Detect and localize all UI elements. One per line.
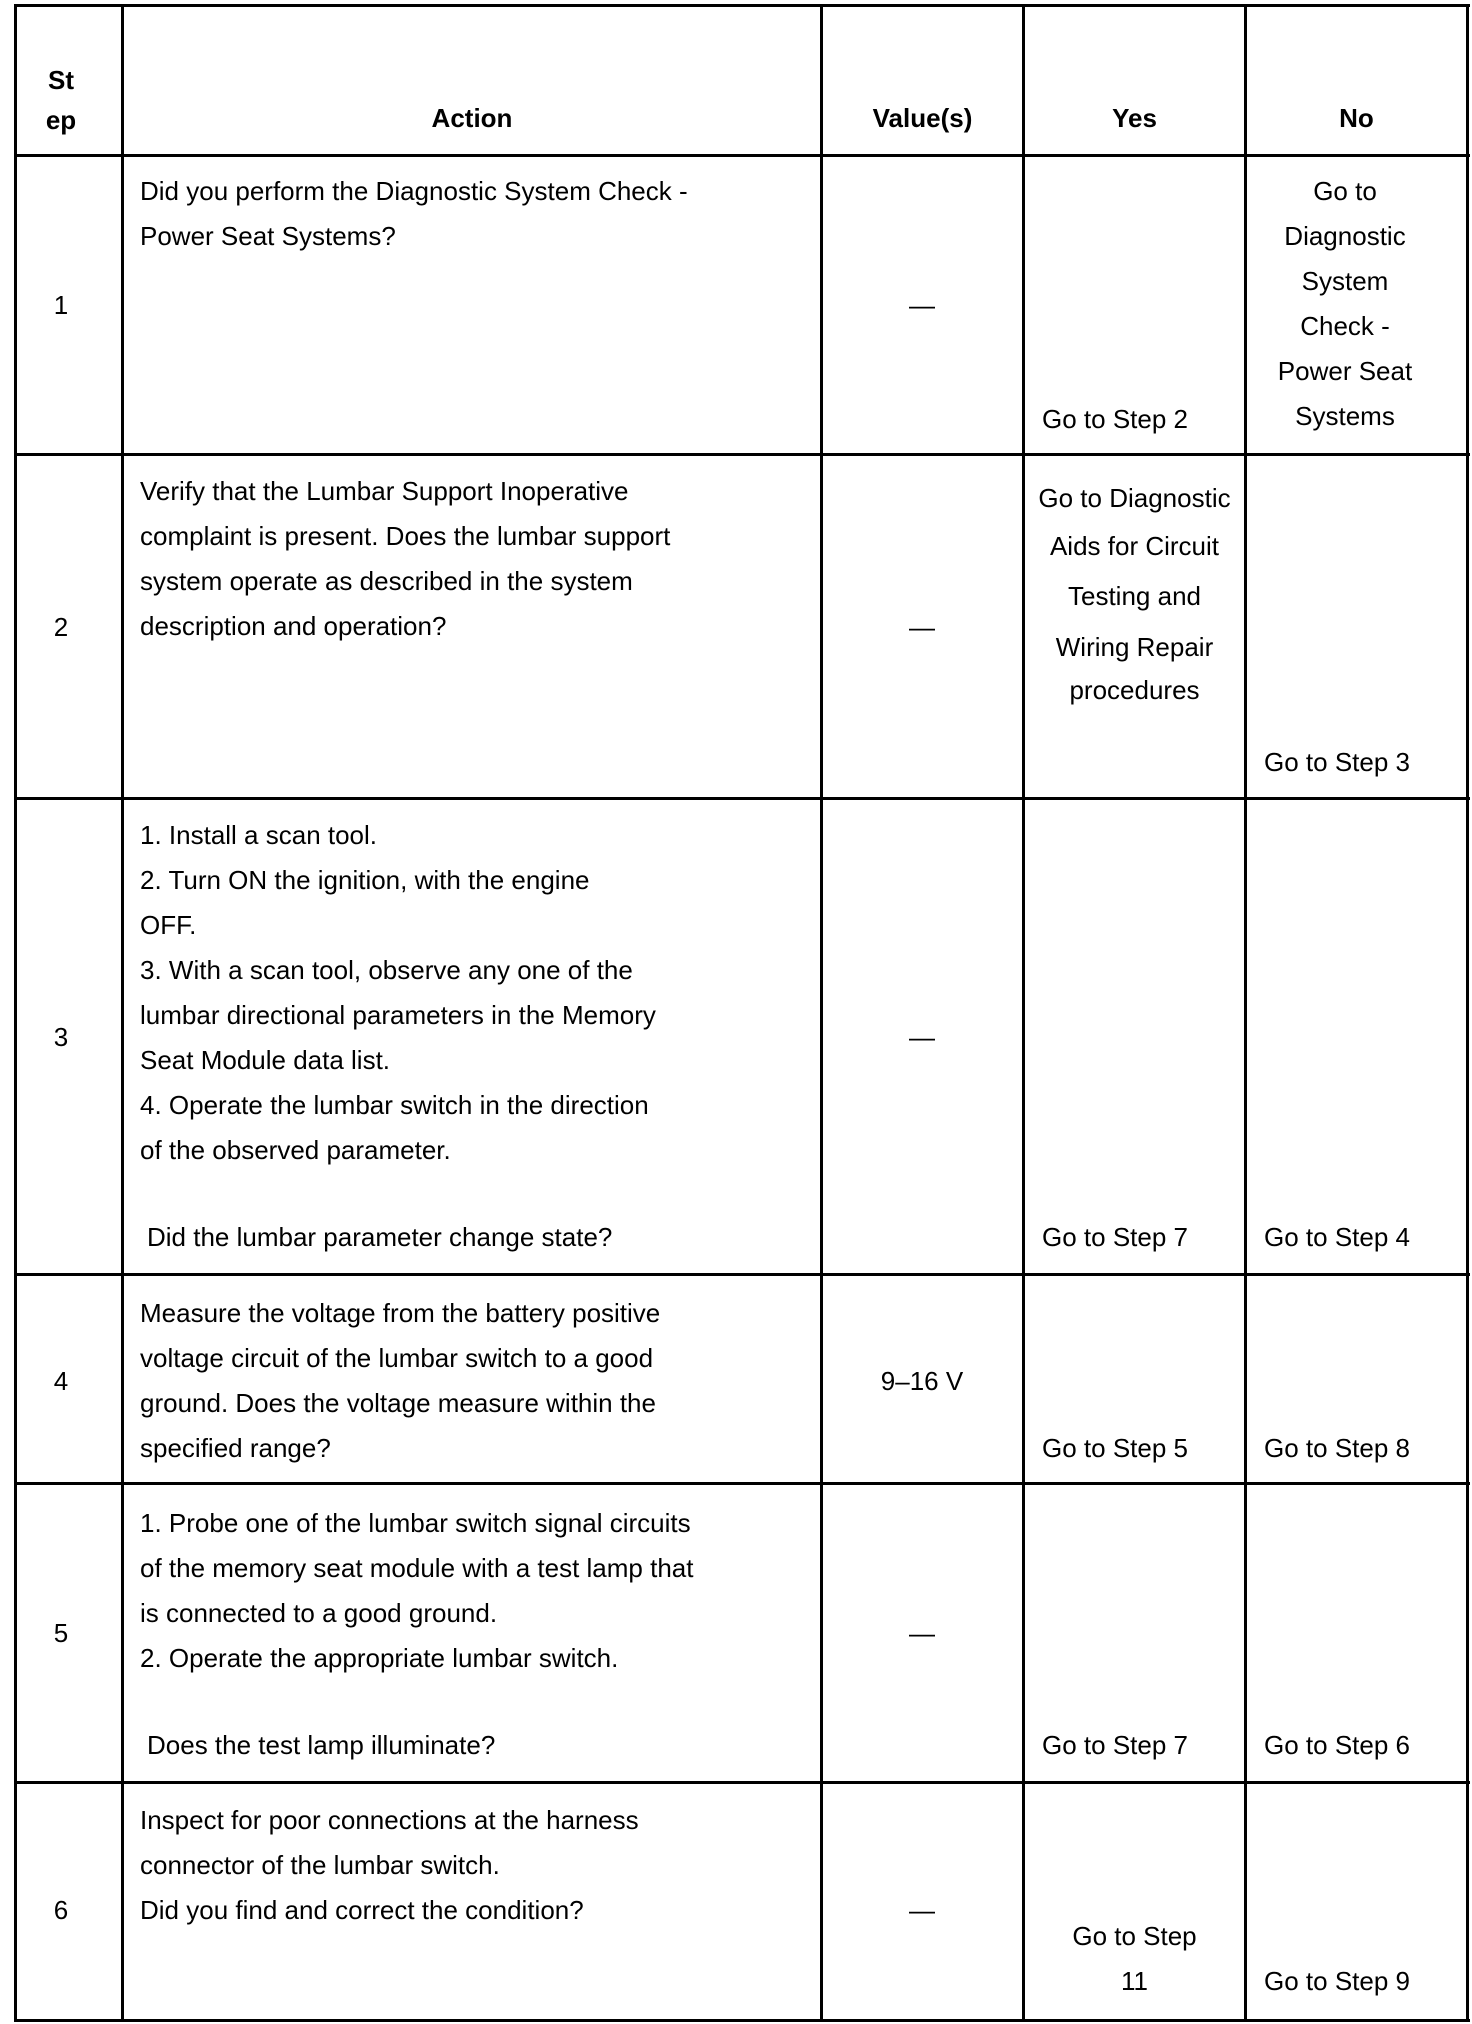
header-values: Value(s) bbox=[872, 103, 973, 133]
yes-line: Wiring Repair bbox=[1055, 632, 1214, 662]
no-cell: Go to Step 8 bbox=[1264, 1433, 1410, 1463]
grid-line bbox=[16, 2019, 1470, 2022]
no-line: System bbox=[1301, 266, 1389, 296]
action-line: Does the test lamp illuminate? bbox=[147, 1730, 496, 1760]
action-line: is connected to a good ground. bbox=[140, 1598, 498, 1628]
action-line: voltage circuit of the lumbar switch to a good bbox=[140, 1343, 654, 1373]
grid-line bbox=[16, 1781, 1470, 1784]
yes-line: 11 bbox=[1121, 1966, 1148, 1996]
action-line: OFF. bbox=[140, 910, 197, 940]
no-cell: Go to Step 9 bbox=[1264, 1966, 1410, 1996]
yes-line: procedures bbox=[1069, 675, 1200, 705]
action-line: Did you perform the Diagnostic System Check - bbox=[140, 176, 688, 206]
yes-line: Go to Step bbox=[1072, 1921, 1197, 1951]
grid-line bbox=[16, 1482, 1470, 1485]
action-line: 2. Turn ON the ignition, with the engine bbox=[140, 865, 590, 895]
value-cell: — bbox=[909, 1895, 935, 1925]
yes-cell: Go to Step 7 bbox=[1042, 1730, 1188, 1760]
action-line: system operate as described in the system bbox=[140, 566, 633, 596]
step-number: 1 bbox=[53, 290, 69, 320]
yes-cell: Go to Step 2 bbox=[1042, 404, 1188, 434]
grid-line bbox=[1022, 4, 1025, 2022]
action-line: Measure the voltage from the battery positive bbox=[140, 1298, 661, 1328]
no-line: Systems bbox=[1295, 401, 1395, 431]
step-number: 4 bbox=[53, 1366, 69, 1396]
grid-line bbox=[16, 4, 1470, 7]
action-line: Did the lumbar parameter change state? bbox=[147, 1222, 613, 1252]
grid-line bbox=[1466, 4, 1469, 2022]
header-yes: Yes bbox=[1112, 103, 1157, 133]
action-line: 2. Operate the appropriate lumbar switch. bbox=[140, 1643, 619, 1673]
no-line: Check - bbox=[1300, 311, 1390, 341]
header-action: Action bbox=[431, 103, 513, 133]
yes-line: Aids for Circuit bbox=[1049, 531, 1220, 561]
step-number: 6 bbox=[53, 1895, 69, 1925]
action-line: complaint is present. Does the lumbar support bbox=[140, 521, 671, 551]
action-line: 4. Operate the lumbar switch in the direction bbox=[140, 1090, 649, 1120]
yes-line: Testing and bbox=[1068, 581, 1201, 611]
action-line: 3. With a scan tool, observe any one of the bbox=[140, 955, 633, 985]
no-line: Power Seat bbox=[1277, 356, 1413, 386]
grid-line bbox=[16, 1273, 1470, 1276]
grid-line bbox=[16, 797, 1470, 800]
header-no: No bbox=[1339, 103, 1374, 133]
value-cell: — bbox=[909, 1022, 935, 1052]
no-cell: Go to Step 3 bbox=[1264, 747, 1410, 777]
step-number: 3 bbox=[53, 1022, 69, 1052]
action-line: of the observed parameter. bbox=[140, 1135, 451, 1165]
value-cell: — bbox=[909, 1618, 935, 1648]
value-cell: 9–16 V bbox=[880, 1366, 964, 1396]
value-cell: — bbox=[909, 290, 935, 320]
grid-line bbox=[16, 154, 1470, 157]
action-line: description and operation? bbox=[140, 611, 447, 641]
step-number: 5 bbox=[53, 1618, 69, 1648]
grid-line bbox=[121, 4, 124, 2022]
yes-cell: Go to Step 5 bbox=[1042, 1433, 1188, 1463]
action-line: connector of the lumbar switch. bbox=[140, 1850, 500, 1880]
grid-line bbox=[16, 453, 1470, 456]
no-line: Go to bbox=[1313, 176, 1377, 206]
step-number: 2 bbox=[53, 612, 69, 642]
header-step-line: St bbox=[48, 65, 74, 95]
value-cell: — bbox=[909, 612, 935, 642]
action-line: lumbar directional parameters in the Memory bbox=[140, 1000, 656, 1030]
yes-line: Go to Diagnostic bbox=[1038, 483, 1231, 513]
action-line: Verify that the Lumbar Support Inoperative bbox=[140, 476, 629, 506]
header-step-line: ep bbox=[45, 105, 77, 135]
action-line: Power Seat Systems? bbox=[140, 221, 396, 251]
action-line: Seat Module data list. bbox=[140, 1045, 391, 1075]
no-cell: Go to Step 4 bbox=[1264, 1222, 1410, 1252]
yes-cell: Go to Step 7 bbox=[1042, 1222, 1188, 1252]
action-line: of the memory seat module with a test lamp that bbox=[140, 1553, 694, 1583]
action-line: ground. Does the voltage measure within the bbox=[140, 1388, 656, 1418]
no-line: Diagnostic bbox=[1284, 221, 1406, 251]
action-line: 1. Probe one of the lumbar switch signal circuits bbox=[140, 1508, 691, 1538]
action-line: Inspect for poor connections at the harness bbox=[140, 1805, 639, 1835]
action-line: specified range? bbox=[140, 1433, 331, 1463]
action-line: 1. Install a scan tool. bbox=[140, 820, 378, 850]
action-line: Did you find and correct the condition? bbox=[140, 1895, 584, 1925]
no-cell: Go to Step 6 bbox=[1264, 1730, 1410, 1760]
header-step bbox=[16, 58, 106, 143]
